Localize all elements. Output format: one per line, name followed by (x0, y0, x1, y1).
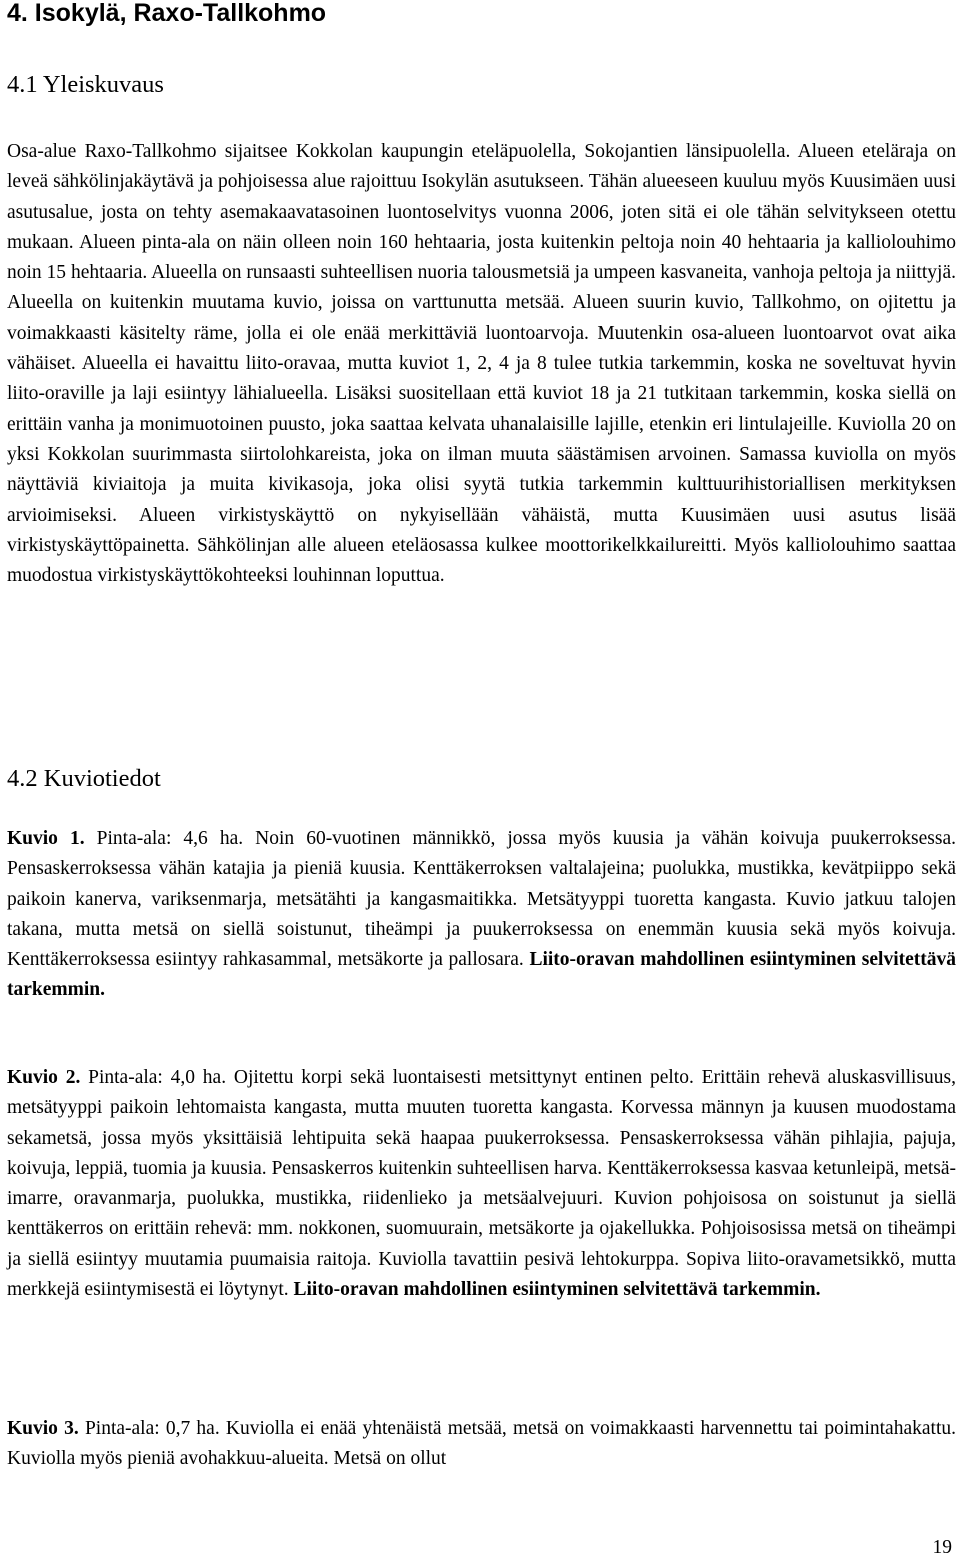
page-number: 19 (932, 1537, 952, 1558)
section-heading-yleiskuvaus: 4.1 Yleiskuvaus (7, 71, 164, 98)
kuvio-2-paragraph (7, 1063, 956, 1305)
kuvio-3-text: Pinta-ala: 0,7 ha. Kuviolla ei enää yhtenäistä metsää, metsä on voimakkaasti harvennettu tai poimintahakattu. Kuviolla myös pieniä avohakkuu-alueita. Metsä on ollut (7, 1418, 956, 1470)
kuvio-2-text: Pinta-ala: 4,0 ha. Ojitettu korpi sekä luontaisesti metsittynyt entinen pelto. Erittäin rehevä aluskasvillisuus, metsätyyppi paikoin lehtomaista kangasta, mutta muuten tuoretta kangasta. Korvessa männyn ja kuusen muodostama sekametsä, jossa myös yksittäisiä lehtipuita sekä haapaa puukerroksessa. Pensaskerroksessa vähän pihlajia, pajuja, koivuja, leppiä, tuomia ja kuusia. Pensaskerros kuitenkin suhteellisen harva. Kenttäkerroksessa kasvaa ketunleipä, metsä-imarre, oravanmarja, puolukka, mustikka, riidenlieko ja metsäalvejuuri. Kuvion pohjoisosa on soistunut ja siellä kenttäkerros on erittäin rehevä: mm. nokkonen, suomuurain, metsäkorte ja ojakellukka. Pohjoisosissa metsä on tiheämpi ja siellä esiintyy muutamia puumaisia raitoja. Kuviolla tavattiin pesivä lehtokurppa. Sopiva liito-oravametsikkö, mutta merkkejä esiintymisestä ei löytynyt. (7, 1067, 956, 1301)
kuvio-1-emphasis: Liito-oravan mahdollinen esiintyminen selvitettävä tarkemmin. (7, 949, 957, 1001)
kuvio-1-label: Kuvio 1. (7, 828, 85, 849)
section-heading-kuviotiedot: 4.2 Kuviotiedot (7, 765, 161, 792)
kuvio-2-emphasis: Liito-oravan mahdollinen esiintyminen selvitettävä tarkemmin. (293, 1279, 821, 1301)
kuvio-3-label: Kuvio 3. (7, 1418, 79, 1439)
kuvio-2-label: Kuvio 2. (7, 1067, 81, 1088)
chapter-heading: 4. Isokylä, Raxo-Tallkohmo (7, 0, 327, 27)
kuvio-1-paragraph (7, 824, 956, 1006)
kuvio-3-paragraph (7, 1414, 956, 1475)
section-yleiskuvaus-paragraph: Osa-alue Raxo-Tallkohmo sijaitsee Kokkolan kaupungin eteläpuolella, Sokojantien länsipuolella. Alueen eteläraja on leveä sähkölinjakäytävä ja pohjoisessa alue rajoittuu Isokylän asutukseen. Tähän alueeseen kuuluu myös Kuusimäen uusi asutusalue, josta on tehty asemakaavatasoinen luontoselvitys vuonna 2006, joten sitä ei ole tähän selvitykseen otettu mukaan. Alueen pinta-ala on näin olleen noin 160 hehtaaria, josta kuitenkin peltoja noin 40 hehtaaria ja kalliolouhimo noin 15 hehtaaria. Alueella on runsaasti suhteellisen nuoria talousmetsiä ja umpeen kasvaneita, vanhoja peltoja ja niittyjä. Alueella on kuitenkin muutama kuvio, joissa on varttunutta metsää. Alueen suurin kuvio, Tallkohmo, on ojitettu ja voimakkaasti käsitelty räme, jolla ei ole enää merkittäviä luontoarvoja. Muutenkin osa-alueen luontoarvot ovat aika vähäiset. Alueella ei havaittu liito-oravaa, mutta kuviot 1, 2, 4 ja 8 tulee tutkia tarkemmin, koska ne soveltuvat hyvin liito-oraville ja laji esiintyy lähialueella. Lisäksi suositellaan että kuviot 18 ja 21 tutkitaan tarkemmin, koska siellä on erittäin vanha ja monimuotoinen puusto, joka saattaa kelvata uhanalaisille lajille, etenkin eri lintulajeille. Kuviolla 20 on yksi Kokkolan suurimmasta siirtolohkareista, joka on ilman muuta säästämisen arvoinen. Samassa kuviolla on myös näyttäviä kiviaitoja ja muita kivikasoja, joka olisi syytä tutkia tarkemmin kulttuurihistoriallisen merkityksen arvioimiseksi. Alueen virkistyskäyttö on nykyisellään vähäistä, mutta Kuusimäen uusi asutus lisää virkistyskäyttöpainetta. Sähkölinjan alle alueen eteläosassa kulkee moottorikelkkailureitti. Myös kalliolouhimo saattaa muodostua virkistyskäyttökohteeksi louhinnan loputtua. (7, 141, 956, 587)
kuvio-1-text: Pinta-ala: 4,6 ha. Noin 60-vuotinen männikkö, jossa myös kuusia ja vähän koivuja puukerroksessa. Pensaskerroksessa vähän katajia ja pieniä kuusia. Kenttäkerroksen valtalajeina; puolukka, mustikka, kevätpiippo sekä paikoin kanerva, variksenmarja, metsätähti ja kangasmaitikka. Metsätyyppi tuoretta kangasta. Kuvio jatkuu talojen takana, mutta metsä on siellä soistunut, tiheämpi ja puukerroksessa on enemmän kuusia sekä myös koivuja. Kenttäkerroksessa esiintyy rahkasammal, metsäkorte ja pallosara. (7, 828, 956, 971)
